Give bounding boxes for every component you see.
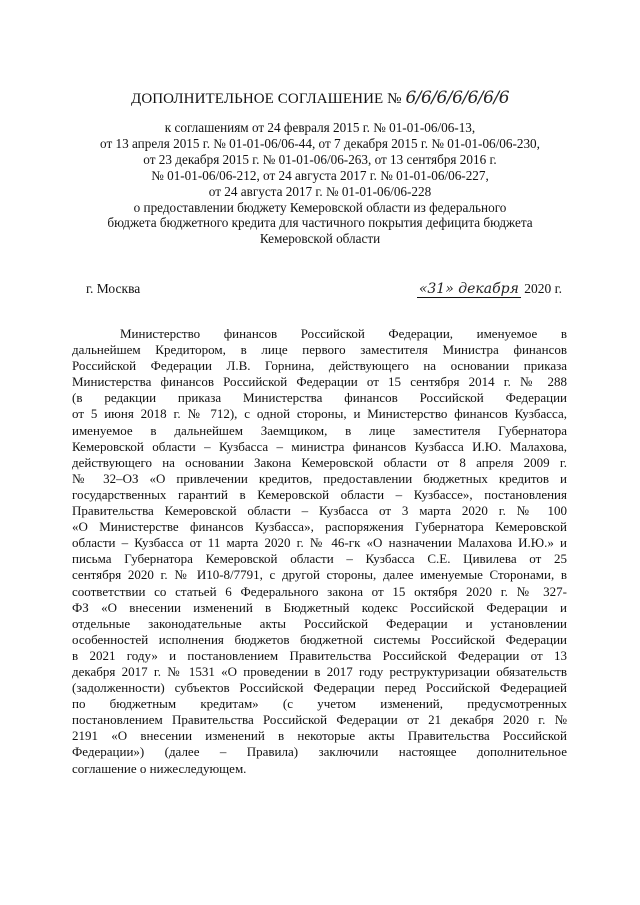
body-line: Министерство финансов Российской Федерации, именуемое в (120, 326, 567, 341)
body-line: государственных гарантий в Кемеровской области – Кузбассе», постановления (72, 486, 567, 502)
body-line: письма Губернатора Кемеровской области – Кузбасса С.Е. Цивилева от 25 (72, 551, 567, 567)
body-line: № 32–ОЗ «О привлечении кредитов, предоставлении бюджетных кредитов и (72, 470, 567, 486)
headline-line: бюджета бюджетного кредита для частичного покрытия дефицита бюджета (107, 215, 533, 231)
preamble-paragraph (72, 326, 567, 777)
body-line: постановлением Правительства Российской Федерации от 21 декабря 2020 г. № (72, 712, 567, 728)
body-line: Правительства Кемеровской области – Кузбасса от 3 марта 2020 г. № 100 (72, 503, 567, 519)
body-line: дальнейшем Кредитором, в лице первого заместителя Министра финансов (72, 342, 567, 358)
body-line: декабря 2017 г. № 1531 «О проведении в 2017 году реструктуризации обязательств (72, 663, 567, 679)
body-line: действующего на основании Закона Кемеровской области от 8 апреля 2009 г. (72, 454, 567, 470)
headline-line: от 13 апреля 2015 г. № 01-01-06/06-44, от 7 декабря 2015 г. № 01-01-06/06-230, (100, 135, 540, 151)
body-line: ФЗ «О внесении изменений в Бюджетный кодекс Российской Федерации и (72, 599, 567, 615)
body-line: отдельные законодательные акты Российской Федерации и установлении (72, 615, 567, 631)
handwritten-agreement-number: 6/6/6/6/6/6/6 (405, 88, 510, 108)
document-title (0, 88, 640, 108)
body-line: соответствии со статьей 6 Федерального закона от 15 октября 2020 г. № 327- (72, 583, 567, 599)
body-line: Федерации») (далее – Правила) заключили настоящее дополнительное (72, 744, 567, 760)
body-line: (в редакции приказа Министерства финансов Российской Федерации (72, 390, 567, 406)
date-year: 2020 г. (524, 281, 562, 296)
body-line: 2191 «О внесении изменений в некоторые акты Правительства Российской (72, 728, 567, 744)
agreement-references (0, 120, 640, 247)
body-line: особенностей исполнения бюджетов бюджетной системы Российской Федерации (72, 631, 567, 647)
headline-line: Кемеровской области (259, 231, 381, 247)
signing-date (417, 281, 562, 298)
body-line: сентября 2020 г. № И10-8/7791, с другой стороны, далее именуемые Сторонами, в (72, 567, 567, 583)
body-line: Кемеровской области – Кузбасса – министра финансов Кузбасса И.Ю. Малахова, (72, 438, 567, 454)
signing-place: г. Москва (86, 281, 141, 296)
headline-line: от 24 августа 2017 г. № 01-01-06/06-228 (208, 183, 432, 199)
body-line: именуемое в дальнейшем Заемщиком, в лице заместителя Губернатора (72, 422, 567, 438)
handwritten-date: «31» декабря (418, 281, 519, 297)
headline-line: № 01-01-06/06-212, от 24 августа 2017 г. № 01-01-06/06-227, (151, 167, 489, 183)
body-line: соглашение о нижеследующем. (72, 760, 247, 776)
body-line: (задолженности) субъектов Российской Федерации перед Российской Федерацией (72, 680, 567, 696)
headline-line: от 23 декабря 2015 г. № 01-01-06/06-263, от 13 сентября 2016 г. (143, 151, 497, 167)
body-line: в 2021 году» и постановлением Правительства Российской Федерации от 13 (72, 647, 567, 663)
body-line: Российской Федерации Л.В. Горнина, действующего на основании приказа (72, 358, 567, 374)
title-text: ДОПОЛНИТЕЛЬНОЕ СОГЛАШЕНИЕ № (130, 91, 402, 107)
body-line: от 5 июня 2018 г. № 712), с одной стороны, и Министерство финансов Кузбасса, (72, 406, 567, 422)
body-line: «О Министерстве финансов Кузбасса», распоряжения Губернатора Кемеровской (72, 519, 567, 535)
headline-line: к соглашениям от 24 февраля 2015 г. № 01-01-06/06-13, (164, 120, 476, 135)
body-line: по бюджетным кредитам» (с учетом изменений, предусмотренных (72, 696, 567, 712)
body-line: Министерства финансов Российской Федерации от 15 сентября 2014 г. № 288 (72, 374, 567, 390)
body-line: области – Кузбасса от 11 марта 2020 г. № 46-гк «О назначении Малахова И.Ю.» и (72, 535, 567, 551)
headline-line: о предоставлении бюджету Кемеровской области из федерального (133, 199, 507, 215)
